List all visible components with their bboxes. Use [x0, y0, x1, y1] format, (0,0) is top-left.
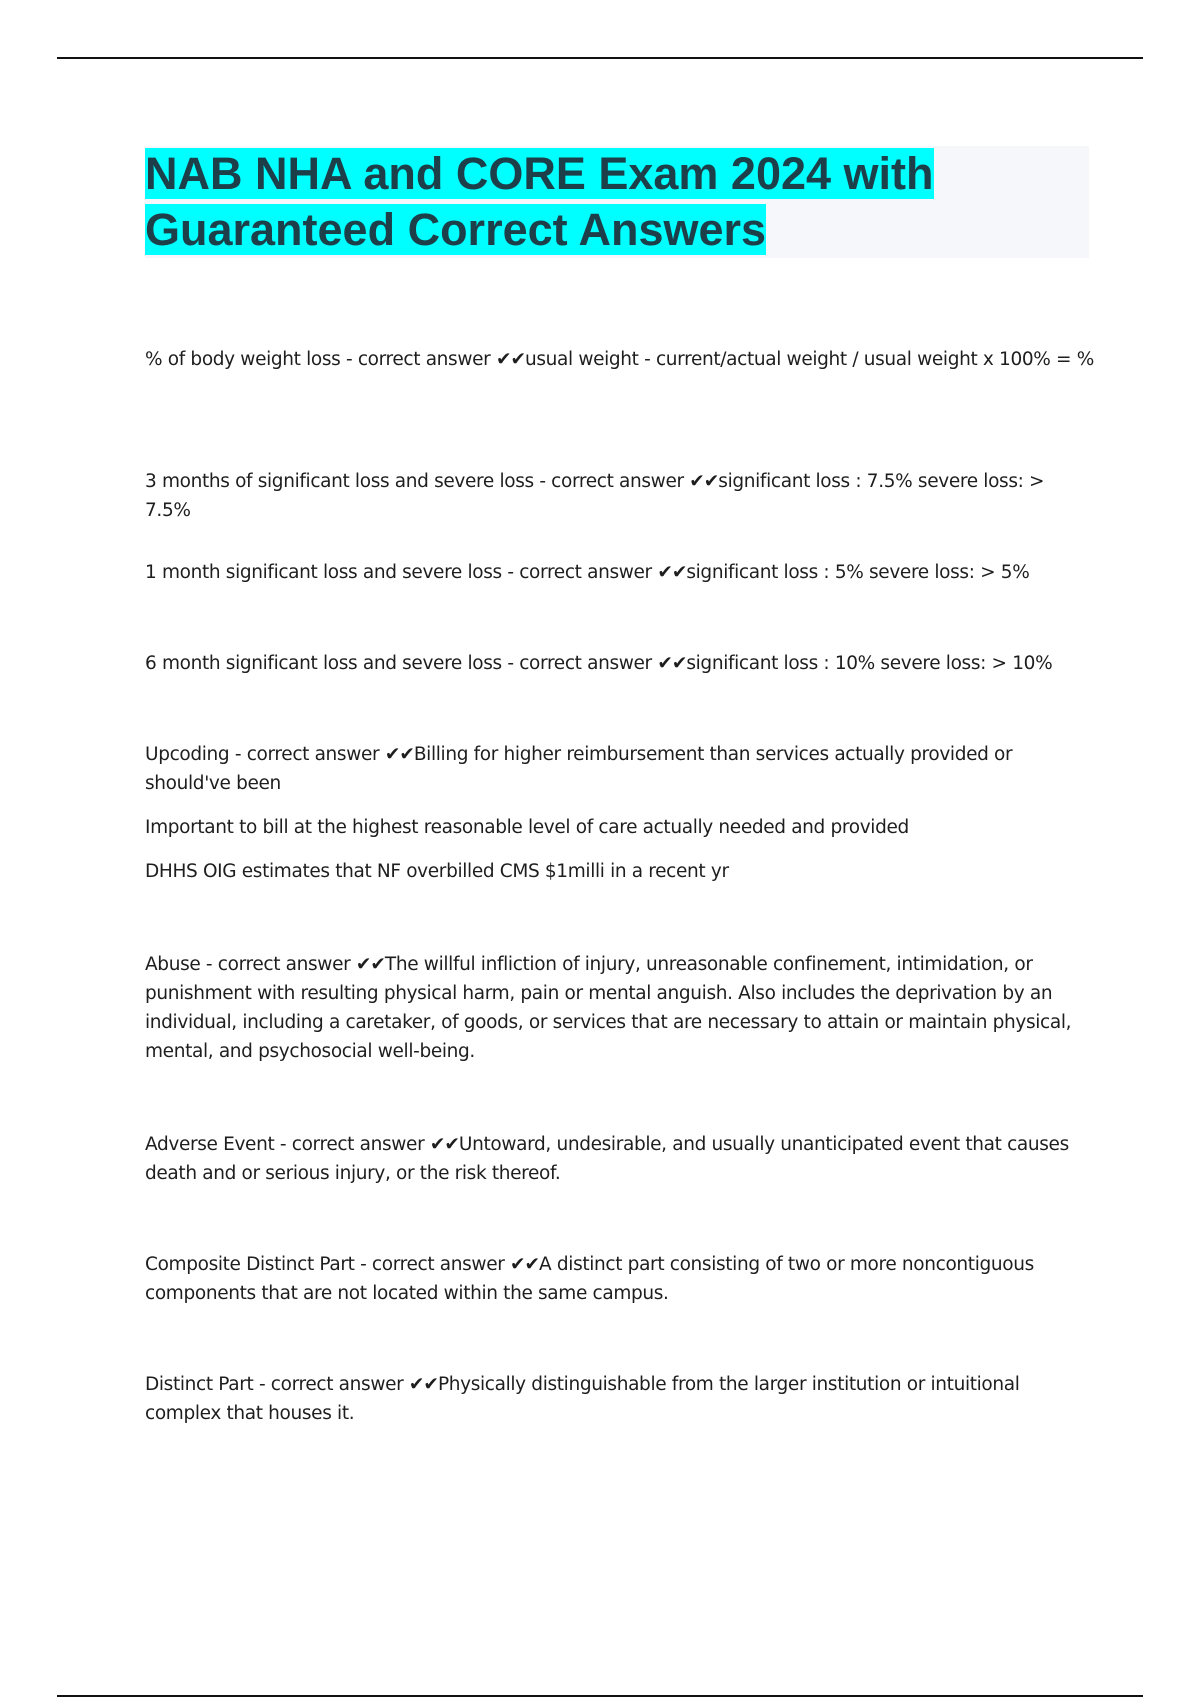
- qa-entry-1-month-loss: [145, 558, 1095, 587]
- qa-entry-composite-distinct-part: [145, 1250, 1095, 1308]
- check-mark-icon: ✔✔: [429, 1134, 459, 1155]
- qa-note: DHHS OIG estimates that NF overbilled CMS $1milli in a recent yr: [145, 861, 729, 882]
- qa-term: 6 month significant loss and severe loss - correct answer: [145, 653, 658, 674]
- qa-text: [145, 740, 1095, 798]
- check-mark-icon: ✔✔: [689, 471, 719, 492]
- qa-text: [145, 1130, 1095, 1188]
- qa-answer: significant loss : 5% severe loss: > 5%: [686, 562, 1030, 583]
- qa-text: [145, 467, 1095, 525]
- qa-text: [145, 558, 1095, 587]
- qa-term: Adverse Event - correct answer: [145, 1134, 430, 1155]
- qa-answer: Physically distinguishable from the larger institution or intuitional complex that houses it.: [145, 1374, 1020, 1424]
- qa-term: Distinct Part - correct answer: [145, 1374, 409, 1395]
- qa-term: 3 months of significant loss and severe loss - correct answer: [145, 471, 690, 492]
- qa-entry-abuse: [145, 950, 1095, 1066]
- top-rule: [57, 57, 1143, 59]
- title-line-1: NAB NHA and CORE Exam 2024 with: [145, 148, 934, 199]
- qa-answer: usual weight - current/actual weight / usual weight x 100% = %: [524, 349, 1094, 370]
- qa-text: [145, 1250, 1095, 1308]
- check-mark-icon: ✔✔: [495, 349, 525, 370]
- qa-term: 1 month significant loss and severe loss - correct answer: [145, 562, 658, 583]
- qa-text: [145, 649, 1095, 678]
- check-mark-icon: ✔✔: [355, 954, 385, 975]
- check-mark-icon: ✔✔: [384, 744, 414, 765]
- qa-entry-distinct-part: [145, 1370, 1095, 1428]
- qa-text: [145, 950, 1095, 1066]
- qa-answer: The willful infliction of injury, unreasonable confinement, intimidation, or punishment with resulting physical harm, pain or mental anguish. Also includes the deprivation by an individual, including a caretaker, of goods, or services that are necessary to attain or maintain physical, mental, and psychosocial well-being.: [145, 954, 1072, 1062]
- qa-entry-adverse-event: [145, 1130, 1095, 1188]
- bottom-rule: [57, 1695, 1143, 1697]
- document-title: [145, 146, 1089, 258]
- qa-entry-3-months-loss: [145, 467, 1095, 525]
- qa-term: Upcoding - correct answer: [145, 744, 385, 765]
- check-mark-icon: ✔✔: [408, 1374, 438, 1395]
- qa-entry-body-weight-loss: [145, 345, 1095, 374]
- title-block: [145, 146, 1089, 258]
- qa-entry-upcoding: [145, 740, 1095, 886]
- title-line-2: Guaranteed Correct Answers: [145, 204, 767, 255]
- check-mark-icon: ✔✔: [657, 653, 687, 674]
- qa-answer: Untoward, undesirable, and usually unanticipated event that causes death and or serious injury, or the risk thereof.: [145, 1134, 1069, 1184]
- check-mark-icon: ✔✔: [510, 1254, 540, 1275]
- qa-entry-6-month-loss: [145, 649, 1095, 678]
- qa-term: Abuse - correct answer: [145, 954, 356, 975]
- qa-note: Important to bill at the highest reasonable level of care actually needed and provided: [145, 817, 909, 838]
- qa-term: Composite Distinct Part - correct answer: [145, 1254, 511, 1275]
- qa-answer: significant loss : 7.5% severe loss: > 7.5%: [145, 471, 1045, 521]
- qa-answer: A distinct part consisting of two or more noncontiguous components that are not located within the same campus.: [145, 1254, 1034, 1304]
- qa-answer: Billing for higher reimbursement than services actually provided or should've been: [145, 744, 1013, 794]
- qa-term: % of body weight loss - correct answer: [145, 349, 496, 370]
- qa-answer: significant loss : 10% severe loss: > 10%: [686, 653, 1053, 674]
- qa-text: [145, 345, 1095, 374]
- check-mark-icon: ✔✔: [657, 562, 687, 583]
- qa-text: [145, 1370, 1095, 1428]
